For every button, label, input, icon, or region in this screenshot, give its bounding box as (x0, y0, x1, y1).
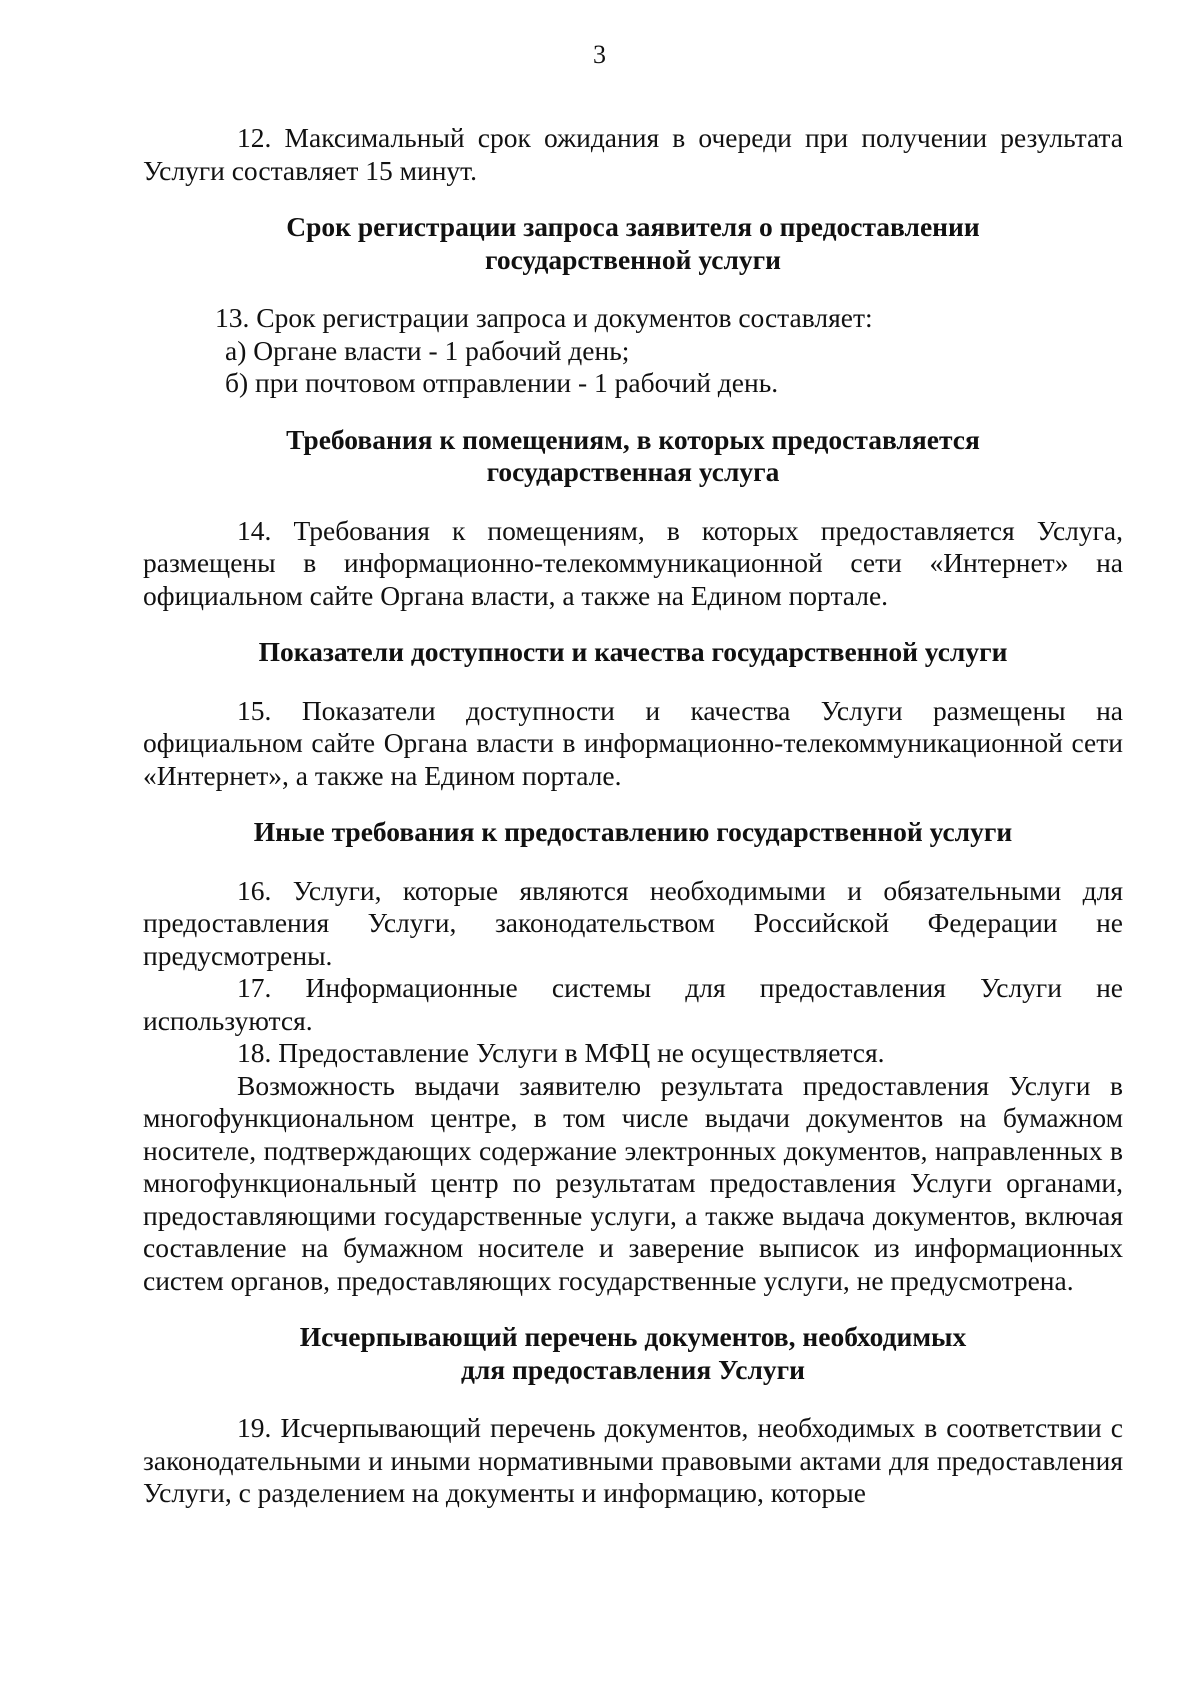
paragraph-16: 16. Услуги, которые являются необходимыми и обязательными для предоставления Услуги, законодательством Российской Федерации не предусмотрены. (143, 874, 1123, 971)
paragraph-12: 12. Максимальный срок ожидания в очереди при получении результата Услуги составляет 15 минут. (143, 122, 1123, 186)
page-number: 3 (593, 40, 607, 69)
paragraph-19: 19. Исчерпывающий перечень документов, необходимых в соответствии с законодательными и иными нормативными правовыми актами для предоставления Услуги, с разделением на документы и информацию, которые (143, 1412, 1123, 1508)
heading-line: для предоставления Услуги (460, 1353, 806, 1385)
heading-availability-indicators: Показатели доступности и качества государственной услуги (258, 636, 1008, 667)
paragraph-18-continuation: Возможность выдачи заявителю результата предоставления Услуги в многофункциональном центре, в том числе выдачи документов на бумажном носителе, подтверждающих содержание электронных документов, направленных в многофункциональный центр по результатам предоставления Услуги органами, предоставляющими государственные услуги, а также выдача документов, включая составление на бумажном носителе и заверение выписок из информационных систем органов, предоставляющих государственные услуги, не предусмотрена. (143, 1069, 1123, 1296)
document-body (143, 122, 1123, 1510)
paragraph-13-intro: 13. Срок регистрации запроса и документов составляет: (215, 302, 873, 333)
paragraph-14: 14. Требования к помещениям, в которых предоставляется Услуга, размещены в информационно-телекоммуникационной сети «Интернет» на официальном сайте Органа власти, а также на Едином портале. (143, 514, 1123, 611)
paragraph-13-item-a: а) Органе власти - 1 рабочий день; (225, 334, 630, 366)
heading-line: Требования к помещениям, в которых предоставляется (286, 423, 980, 455)
heading-line: Исчерпывающий перечень документов, необходимых (299, 1321, 967, 1352)
heading-line: государственной услуги (485, 243, 781, 275)
heading-documents-list (143, 1321, 1123, 1386)
heading-premises-requirements (143, 424, 1123, 489)
heading-registration-term (143, 211, 1123, 276)
heading-other-requirements: Иные требования к предоставлению государственной услуги (253, 816, 1013, 847)
paragraph-13-item-b: б) при почтовом отправлении - 1 рабочий день. (225, 367, 779, 398)
paragraph-15: 15. Показатели доступности и качества Услуги размещены на официальном сайте Органа власти в информационно-телекоммуникационной сети «Интернет», а также на Едином портале. (143, 694, 1123, 791)
paragraph-17: 17. Информационные системы для предоставления Услуги не используются. (143, 972, 1123, 1036)
heading-line: государственная услуга (486, 456, 780, 487)
paragraph-18: 18. Предоставление Услуги в МФЦ не осуществляется. (237, 1037, 885, 1068)
heading-line: Срок регистрации запроса заявителя о предоставлении (286, 211, 980, 242)
